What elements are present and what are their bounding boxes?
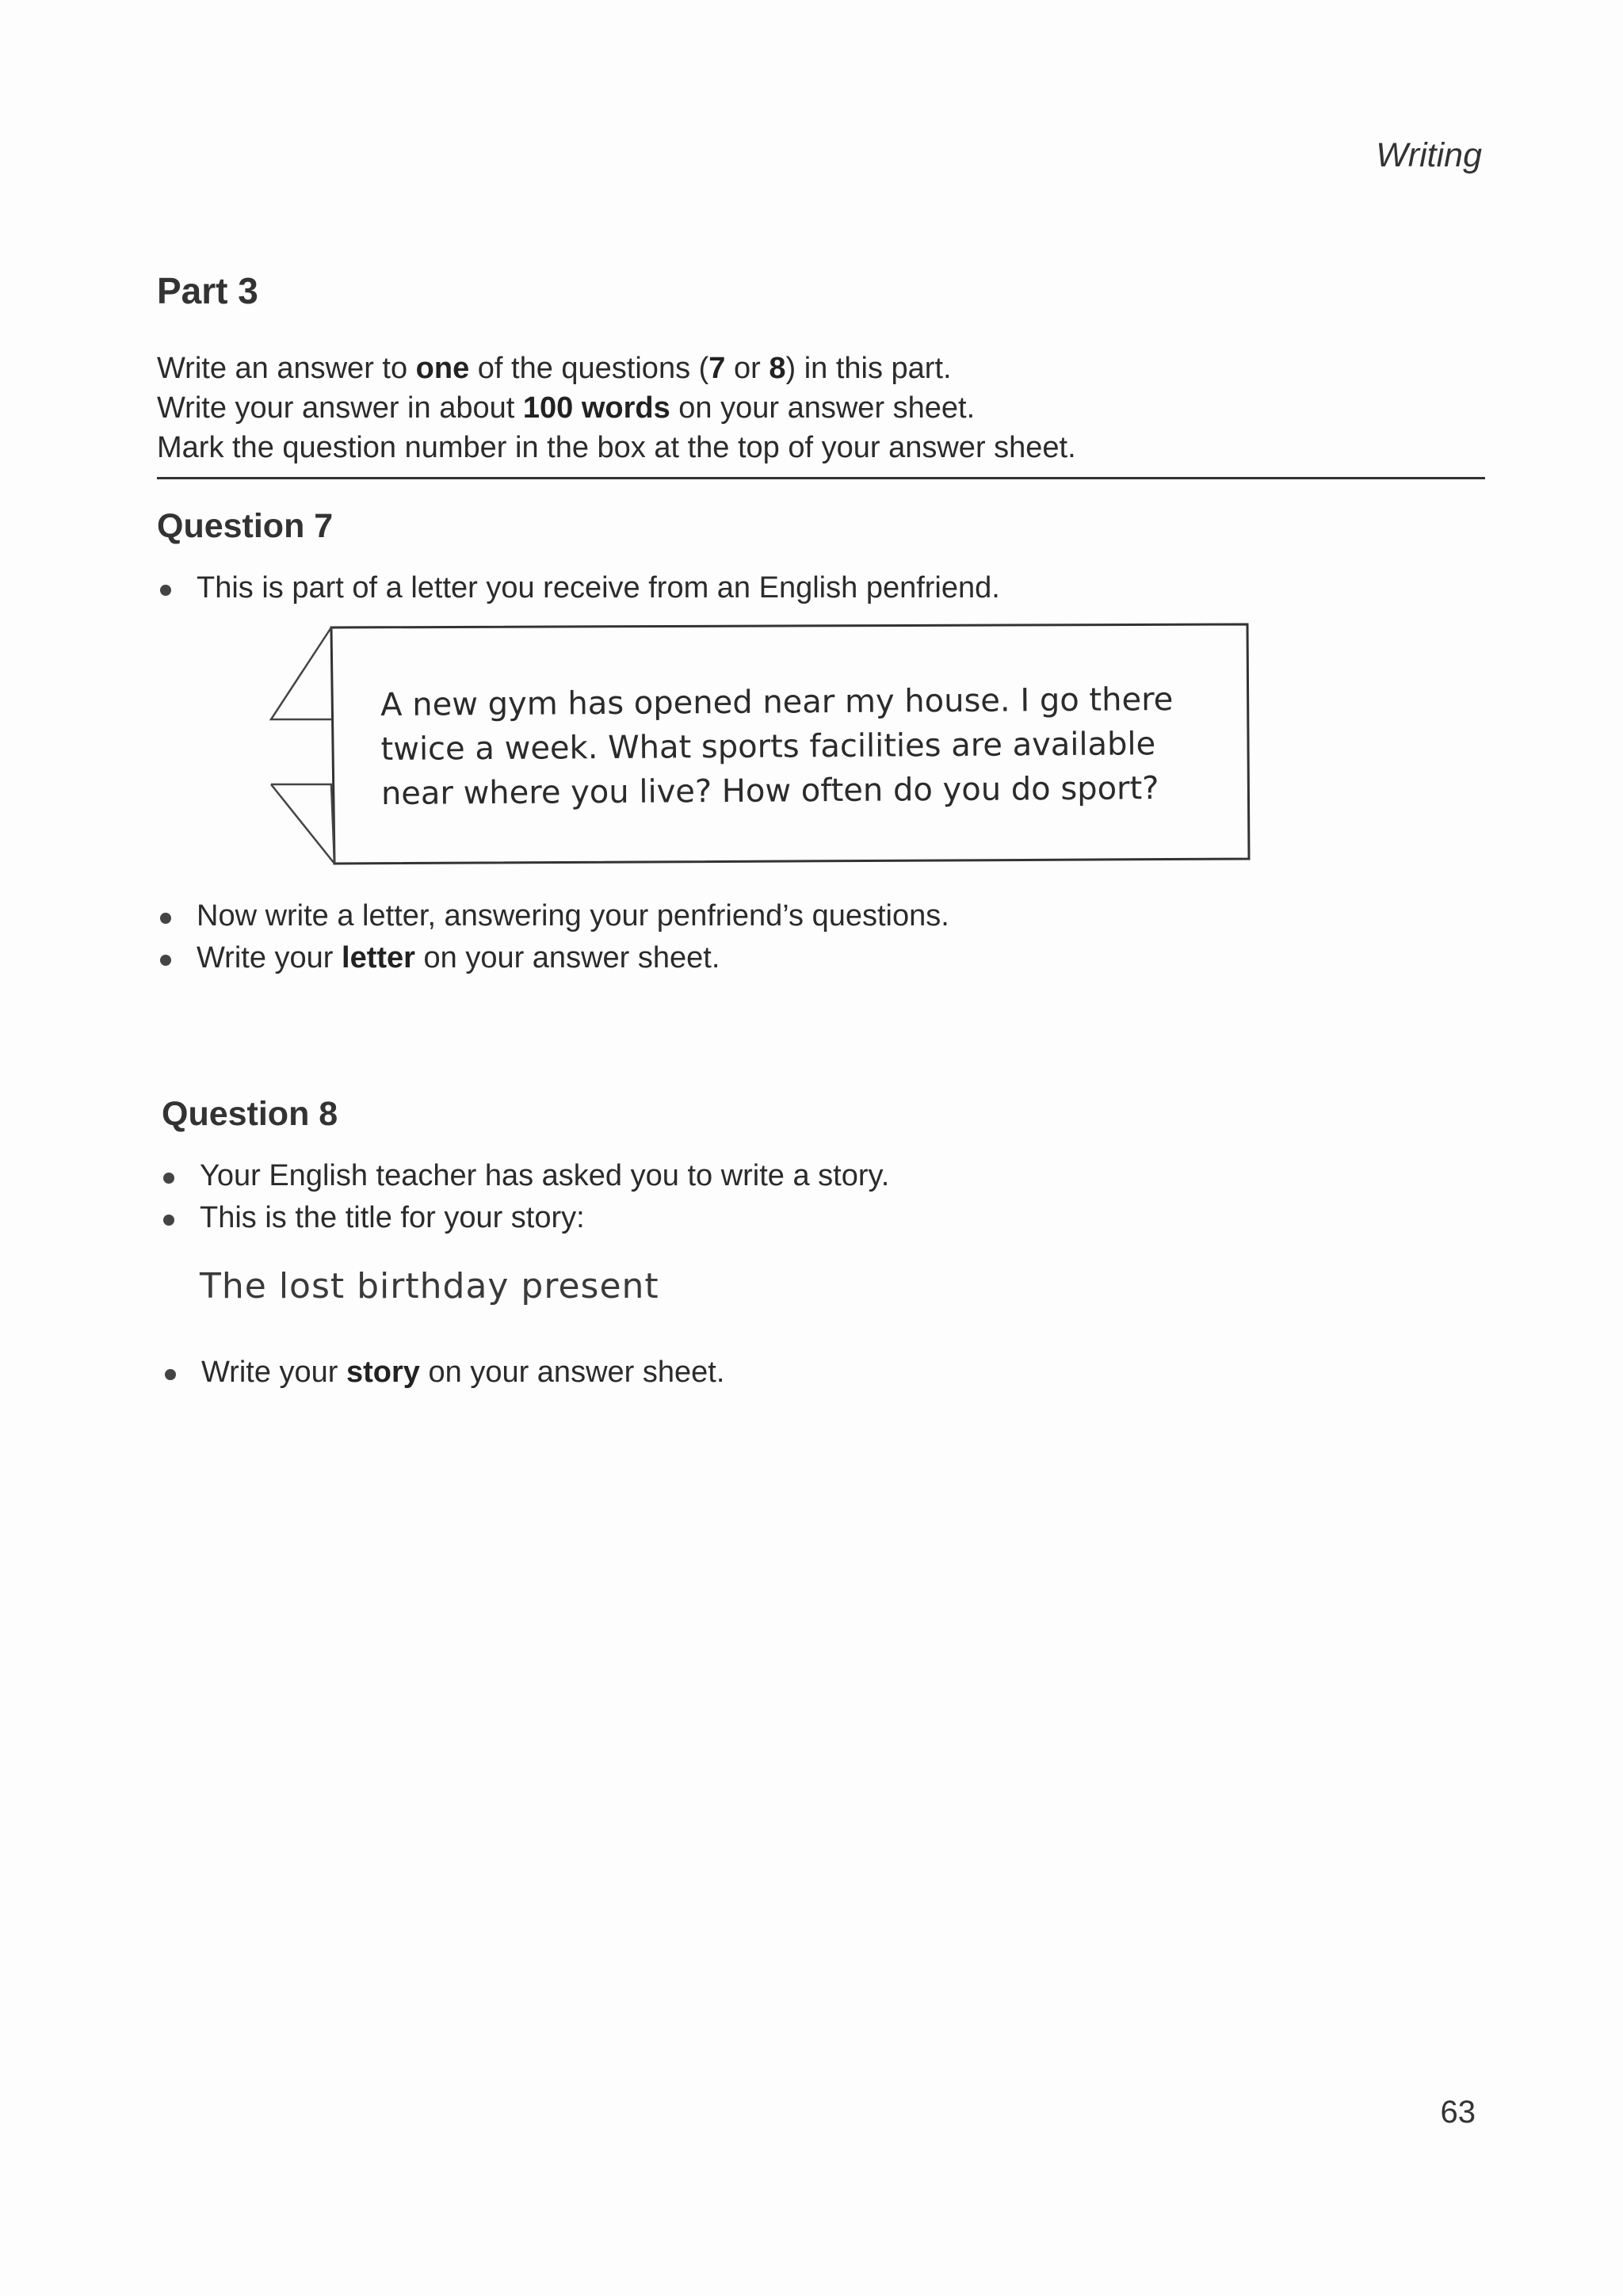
- question-7-task: Write your: [197, 941, 342, 974]
- instruction-line-2: [157, 388, 1076, 428]
- part-title: Part 3: [157, 270, 258, 311]
- instruction-text: Write your answer in about: [157, 391, 523, 425]
- instruction-text: ) in this part.: [785, 352, 952, 385]
- letter-line: A new gym has opened near my house. I go there: [380, 681, 1174, 723]
- question-8-title: Question 8: [162, 1095, 338, 1133]
- instruction-text: Write an answer to: [157, 352, 416, 385]
- instruction-line-3: Mark the question number in the box at the top of your answer sheet.: [157, 431, 1076, 464]
- letter-line: twice a week. What sports facilities are available: [380, 726, 1156, 768]
- question-7-task: on your answer sheet.: [414, 941, 720, 974]
- question-8-intro: This is the title for your story:: [200, 1201, 585, 1234]
- question-8-task-list: [162, 1352, 724, 1394]
- question-7-intro-list: [157, 567, 1000, 609]
- letter-fold-diagonal: [271, 784, 334, 864]
- bullet-icon: [165, 1369, 176, 1380]
- question-7-intro: This is part of a letter you receive from an English penfriend.: [197, 571, 1000, 605]
- running-head: Writing: [1376, 136, 1482, 174]
- question-8-task-emphasis: story: [346, 1356, 420, 1389]
- story-title: The lost birthday present: [200, 1266, 659, 1306]
- list-item: [157, 937, 949, 979]
- instruction-text: of the questions (: [469, 352, 709, 385]
- letter-fold-upper: [271, 627, 331, 719]
- bullet-icon: [163, 1215, 174, 1226]
- list-item: [160, 1197, 889, 1239]
- question-7-task-emphasis: letter: [342, 941, 415, 974]
- question-8-intro-list: [160, 1155, 889, 1239]
- instruction-text: on your answer sheet.: [670, 391, 976, 425]
- instruction-emphasis: 7: [708, 352, 726, 385]
- question-8-task: Write your: [201, 1356, 347, 1389]
- page-number: 63: [1440, 2095, 1476, 2130]
- question-7-title: Question 7: [157, 507, 334, 545]
- question-8-task: on your answer sheet.: [419, 1356, 725, 1389]
- instruction-emphasis: 100 words: [522, 391, 670, 425]
- bullet-icon: [160, 585, 171, 596]
- instruction-emphasis: 8: [769, 352, 786, 385]
- bullet-icon: [160, 913, 171, 924]
- question-8-intro: Your English teacher has asked you to write a story.: [200, 1159, 890, 1192]
- question-7-task: Now write a letter, answering your penfriend’s questions.: [197, 899, 949, 933]
- list-item: [157, 895, 949, 937]
- list-item: [157, 567, 1000, 609]
- list-item: [162, 1352, 724, 1394]
- section-divider: [157, 477, 1485, 479]
- bullet-icon: [160, 955, 171, 966]
- list-item: [160, 1155, 889, 1197]
- instruction-emphasis: one: [415, 352, 470, 385]
- instruction-text: or: [725, 352, 769, 385]
- letter-excerpt-text: [380, 677, 1221, 816]
- instruction-line-1: [157, 349, 1076, 388]
- letter-line: near where you live? How often do you do sport?: [380, 770, 1159, 812]
- question-7-task-list: [157, 895, 949, 979]
- part-instructions: [157, 349, 1076, 467]
- bullet-icon: [163, 1173, 174, 1184]
